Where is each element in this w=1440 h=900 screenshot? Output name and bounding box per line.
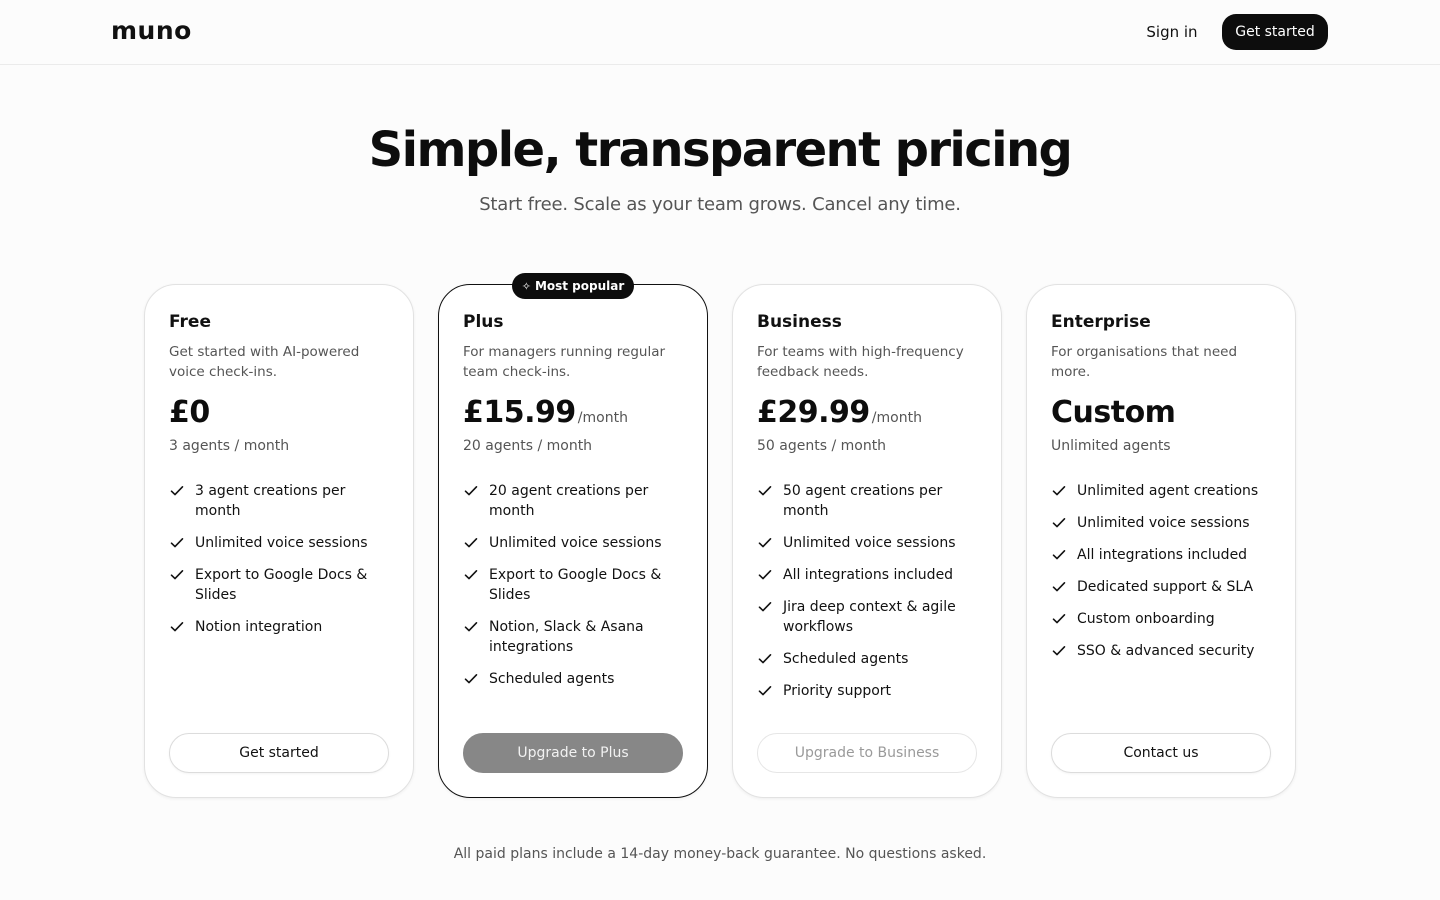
page-subtitle: Start free. Scale as your team grows. Cancel any time. xyxy=(479,194,961,215)
check-icon xyxy=(1052,613,1066,625)
feature-item xyxy=(757,681,977,701)
plan-period: /month xyxy=(577,410,628,426)
plan-card-enterprise xyxy=(1026,284,1296,798)
top-nav xyxy=(0,0,1440,65)
sparkle-icon: ✧ xyxy=(521,280,531,293)
feature-item xyxy=(169,481,389,521)
check-icon xyxy=(758,537,772,549)
check-icon xyxy=(1052,549,1066,561)
feature-text: 50 agent creations per month xyxy=(783,483,943,519)
check-icon xyxy=(464,673,478,685)
check-icon xyxy=(170,537,184,549)
check-icon xyxy=(1052,517,1066,529)
plan-card-business xyxy=(732,284,1002,798)
check-icon xyxy=(758,653,772,665)
plan-period: /month xyxy=(871,410,922,426)
plan-price: Custom xyxy=(1051,395,1176,430)
price-row xyxy=(757,395,922,430)
feature-text: Unlimited voice sessions xyxy=(1077,515,1250,531)
price-row xyxy=(169,395,210,430)
feature-item xyxy=(463,481,683,521)
price-row xyxy=(1051,395,1175,430)
feature-text: Unlimited voice sessions xyxy=(783,535,956,551)
plan-price: £0 xyxy=(169,395,210,430)
feature-text: 3 agent creations per month xyxy=(195,483,346,519)
feature-item xyxy=(1051,481,1271,501)
most-popular-badge xyxy=(512,273,634,299)
upgrade-to-plus-button[interactable]: Upgrade to Plus xyxy=(463,733,683,773)
check-icon xyxy=(758,601,772,613)
plan-description: For managers running regular team check-ins. xyxy=(463,344,666,380)
plan-description: For teams with high-frequency feedback needs. xyxy=(757,344,964,380)
check-icon xyxy=(758,685,772,697)
feature-item xyxy=(463,669,683,689)
feature-item xyxy=(757,565,977,585)
check-icon xyxy=(464,569,478,581)
guarantee-note: All paid plans include a 14-day money-back guarantee. No questions asked. xyxy=(453,846,987,862)
feature-item xyxy=(757,597,977,637)
feature-text: Priority support xyxy=(783,683,892,699)
check-icon xyxy=(1052,485,1066,497)
plan-card-plus xyxy=(438,279,708,798)
feature-item xyxy=(463,533,683,553)
feature-text: All integrations included xyxy=(1077,547,1248,563)
feature-text: Unlimited voice sessions xyxy=(489,535,662,551)
feature-text: Export to Google Docs & Slides xyxy=(195,567,368,603)
feature-item xyxy=(463,565,683,605)
feature-text: Jira deep context & agile workflows xyxy=(783,599,956,635)
feature-text: All integrations included xyxy=(783,567,954,583)
plan-agents: 20 agents / month xyxy=(463,438,593,454)
plan-agents: 50 agents / month xyxy=(757,438,887,454)
sign-in-link[interactable]: Sign in xyxy=(1146,23,1198,41)
plan-name: Free xyxy=(169,312,211,332)
feature-list xyxy=(463,481,683,701)
get-started-plan-button[interactable]: Get started xyxy=(169,733,389,773)
feature-item xyxy=(1051,513,1271,533)
feature-text: 20 agent creations per month xyxy=(489,483,649,519)
feature-item xyxy=(757,649,977,669)
feature-item xyxy=(1051,641,1271,661)
feature-text: Notion, Slack & Asana integrations xyxy=(489,619,644,655)
feature-item xyxy=(169,533,389,553)
feature-item xyxy=(169,617,389,637)
feature-item xyxy=(757,533,977,553)
check-icon xyxy=(1052,645,1066,657)
feature-text: Unlimited voice sessions xyxy=(195,535,368,551)
feature-item xyxy=(1051,545,1271,565)
plan-agents: 3 agents / month xyxy=(169,438,290,454)
check-icon xyxy=(464,621,478,633)
feature-item xyxy=(463,617,683,657)
plan-price: £29.99 xyxy=(757,395,870,430)
feature-list xyxy=(169,481,389,649)
plan-name: Plus xyxy=(463,312,504,332)
logo[interactable]: muno xyxy=(111,16,192,45)
badge-label: Most popular xyxy=(534,279,625,293)
check-icon xyxy=(464,485,478,497)
price-row xyxy=(463,395,628,430)
check-icon xyxy=(758,485,772,497)
feature-item xyxy=(1051,609,1271,629)
check-icon xyxy=(170,569,184,581)
check-icon xyxy=(1052,581,1066,593)
feature-text: Unlimited agent creations xyxy=(1077,483,1259,499)
plan-description: Get started with AI-powered voice check-ins. xyxy=(169,344,360,380)
feature-item xyxy=(169,565,389,605)
check-icon xyxy=(170,621,184,633)
feature-item xyxy=(757,481,977,521)
plan-name: Business xyxy=(757,312,842,332)
feature-text: Scheduled agents xyxy=(489,671,615,687)
get-started-button[interactable]: Get started xyxy=(1222,14,1328,50)
contact-us-button[interactable]: Contact us xyxy=(1051,733,1271,773)
feature-text: Scheduled agents xyxy=(783,651,909,667)
feature-text: Custom onboarding xyxy=(1077,611,1215,627)
check-icon xyxy=(170,485,184,497)
feature-text: SSO & advanced security xyxy=(1077,643,1255,659)
check-icon xyxy=(464,537,478,549)
plan-agents: Unlimited agents xyxy=(1051,438,1171,454)
upgrade-to-business-button[interactable]: Upgrade to Business xyxy=(757,733,977,773)
check-icon xyxy=(758,569,772,581)
feature-text: Dedicated support & SLA xyxy=(1077,579,1254,595)
feature-text: Export to Google Docs & Slides xyxy=(489,567,662,603)
plan-card-free xyxy=(144,284,414,798)
plan-name: Enterprise xyxy=(1051,312,1151,332)
feature-item xyxy=(1051,577,1271,597)
feature-list xyxy=(1051,481,1271,673)
page-title: Simple, transparent pricing xyxy=(368,122,1072,178)
feature-list xyxy=(757,481,977,713)
plan-description: For organisations that need more. xyxy=(1051,344,1238,380)
feature-text: Notion integration xyxy=(195,619,323,635)
plan-price: £15.99 xyxy=(463,395,576,430)
